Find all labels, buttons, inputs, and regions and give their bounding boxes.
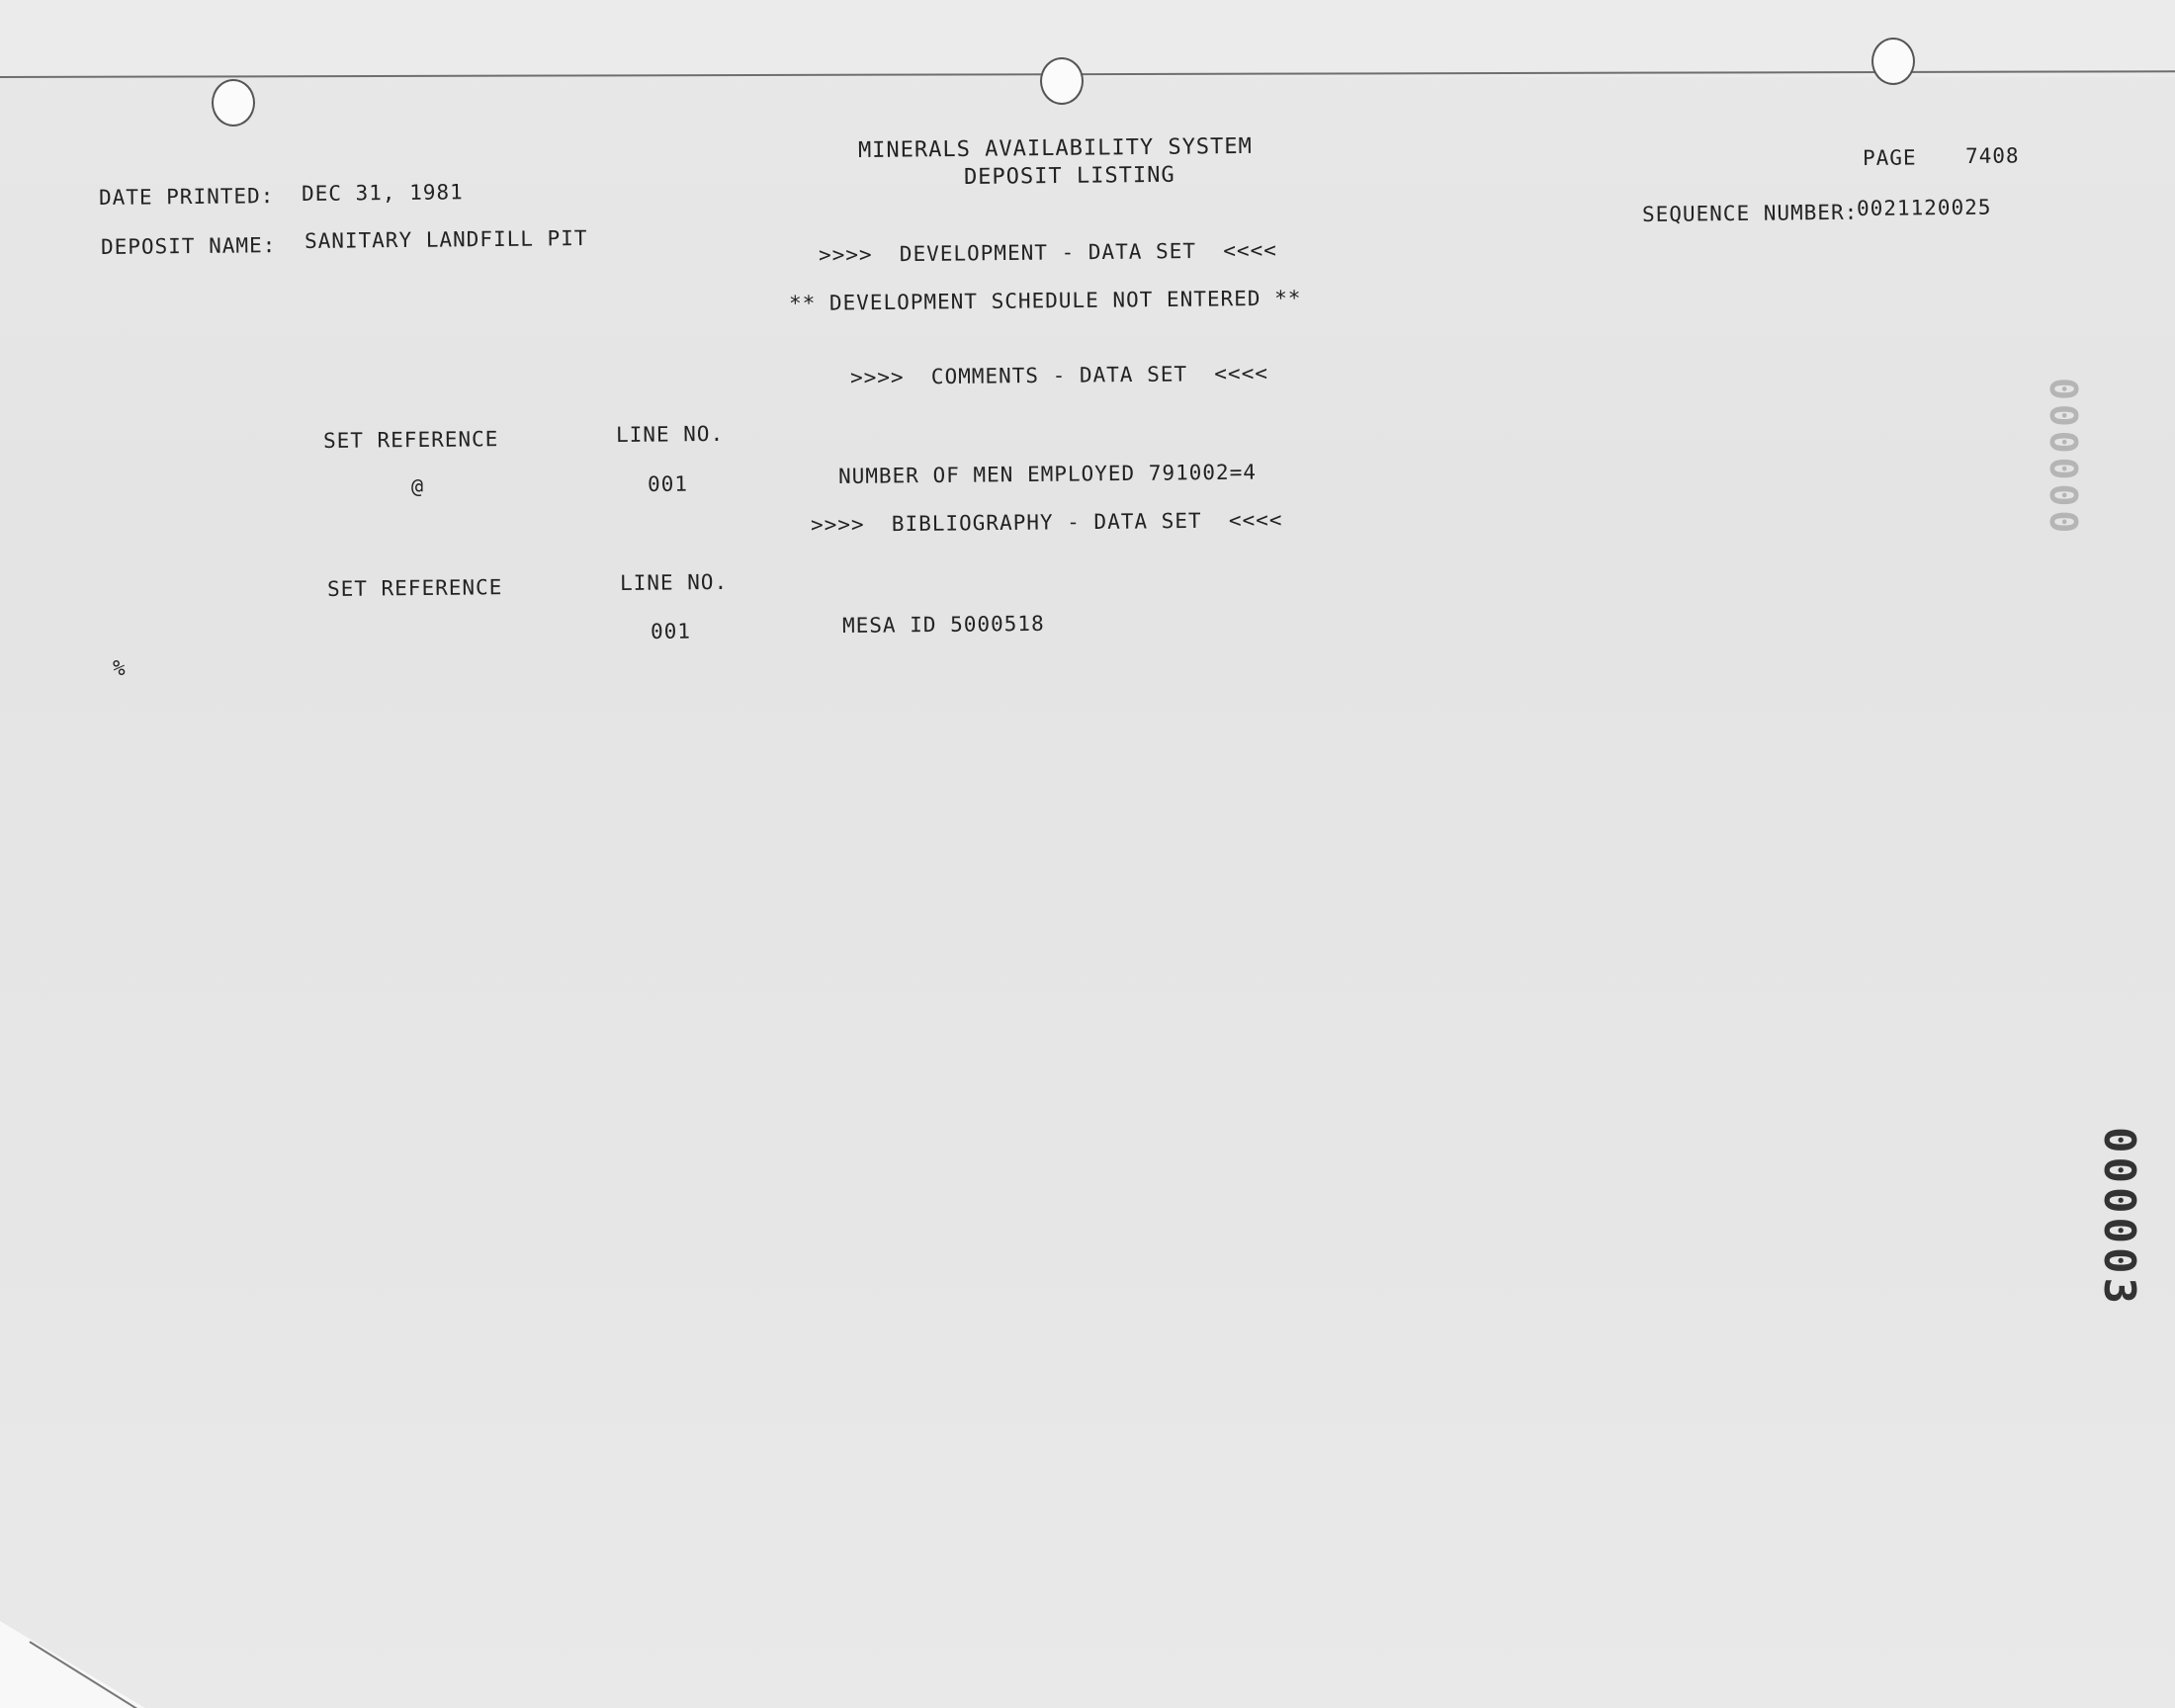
- bibliography-col-line-no: LINE NO.: [619, 569, 729, 595]
- folded-corner: [0, 1621, 148, 1708]
- faint-page-stamp: 000000: [2042, 378, 2085, 538]
- bibliography-col-set-reference: SET REFERENCE: [326, 575, 503, 601]
- development-heading: >>>> DEVELOPMENT - DATA SET <<<<: [818, 238, 1277, 267]
- deposit-name-label: DEPOSIT NAME:: [100, 233, 277, 259]
- sequence-number-value: 0021120025: [1856, 195, 1992, 220]
- binder-hole-center: [1040, 57, 1084, 105]
- page-number: 7408: [1964, 143, 2020, 168]
- page-label: PAGE: [1862, 145, 1917, 170]
- development-note: ** DEVELOPMENT SCHEDULE NOT ENTERED **: [788, 286, 1302, 315]
- comments-col-set-reference: SET REFERENCE: [322, 427, 499, 453]
- end-of-listing-mark: %: [113, 656, 127, 680]
- bibliography-line-no: 001: [650, 619, 692, 643]
- comments-heading: >>>> COMMENTS - DATA SET <<<<: [849, 361, 1269, 389]
- comments-col-line-no: LINE NO.: [615, 421, 725, 447]
- bibliography-text: MESA ID 5000518: [841, 611, 1045, 638]
- listing-title: DEPOSIT LISTING: [963, 162, 1175, 190]
- bibliography-heading: >>>> BIBLIOGRAPHY - DATA SET <<<<: [810, 508, 1283, 537]
- page-stamp: 000003: [2094, 1127, 2144, 1308]
- date-printed-label: DATE PRINTED:: [98, 184, 275, 210]
- comments-text: NUMBER OF MEN EMPLOYED 791002=4: [837, 460, 1258, 488]
- binder-hole-right: [1871, 38, 1915, 85]
- deposit-name-value: SANITARY LANDFILL PIT: [304, 226, 588, 253]
- comments-set-reference-mark: @: [411, 474, 424, 498]
- binder-hole-left: [212, 79, 255, 127]
- comments-line-no: 001: [647, 471, 689, 496]
- sequence-number-label: SEQUENCE NUMBER:: [1641, 200, 1859, 226]
- system-title: MINERALS AVAILABILITY SYSTEM: [857, 133, 1253, 163]
- perforated-strip: [0, 0, 2175, 77]
- date-printed-value: DEC 31, 1981: [301, 180, 464, 206]
